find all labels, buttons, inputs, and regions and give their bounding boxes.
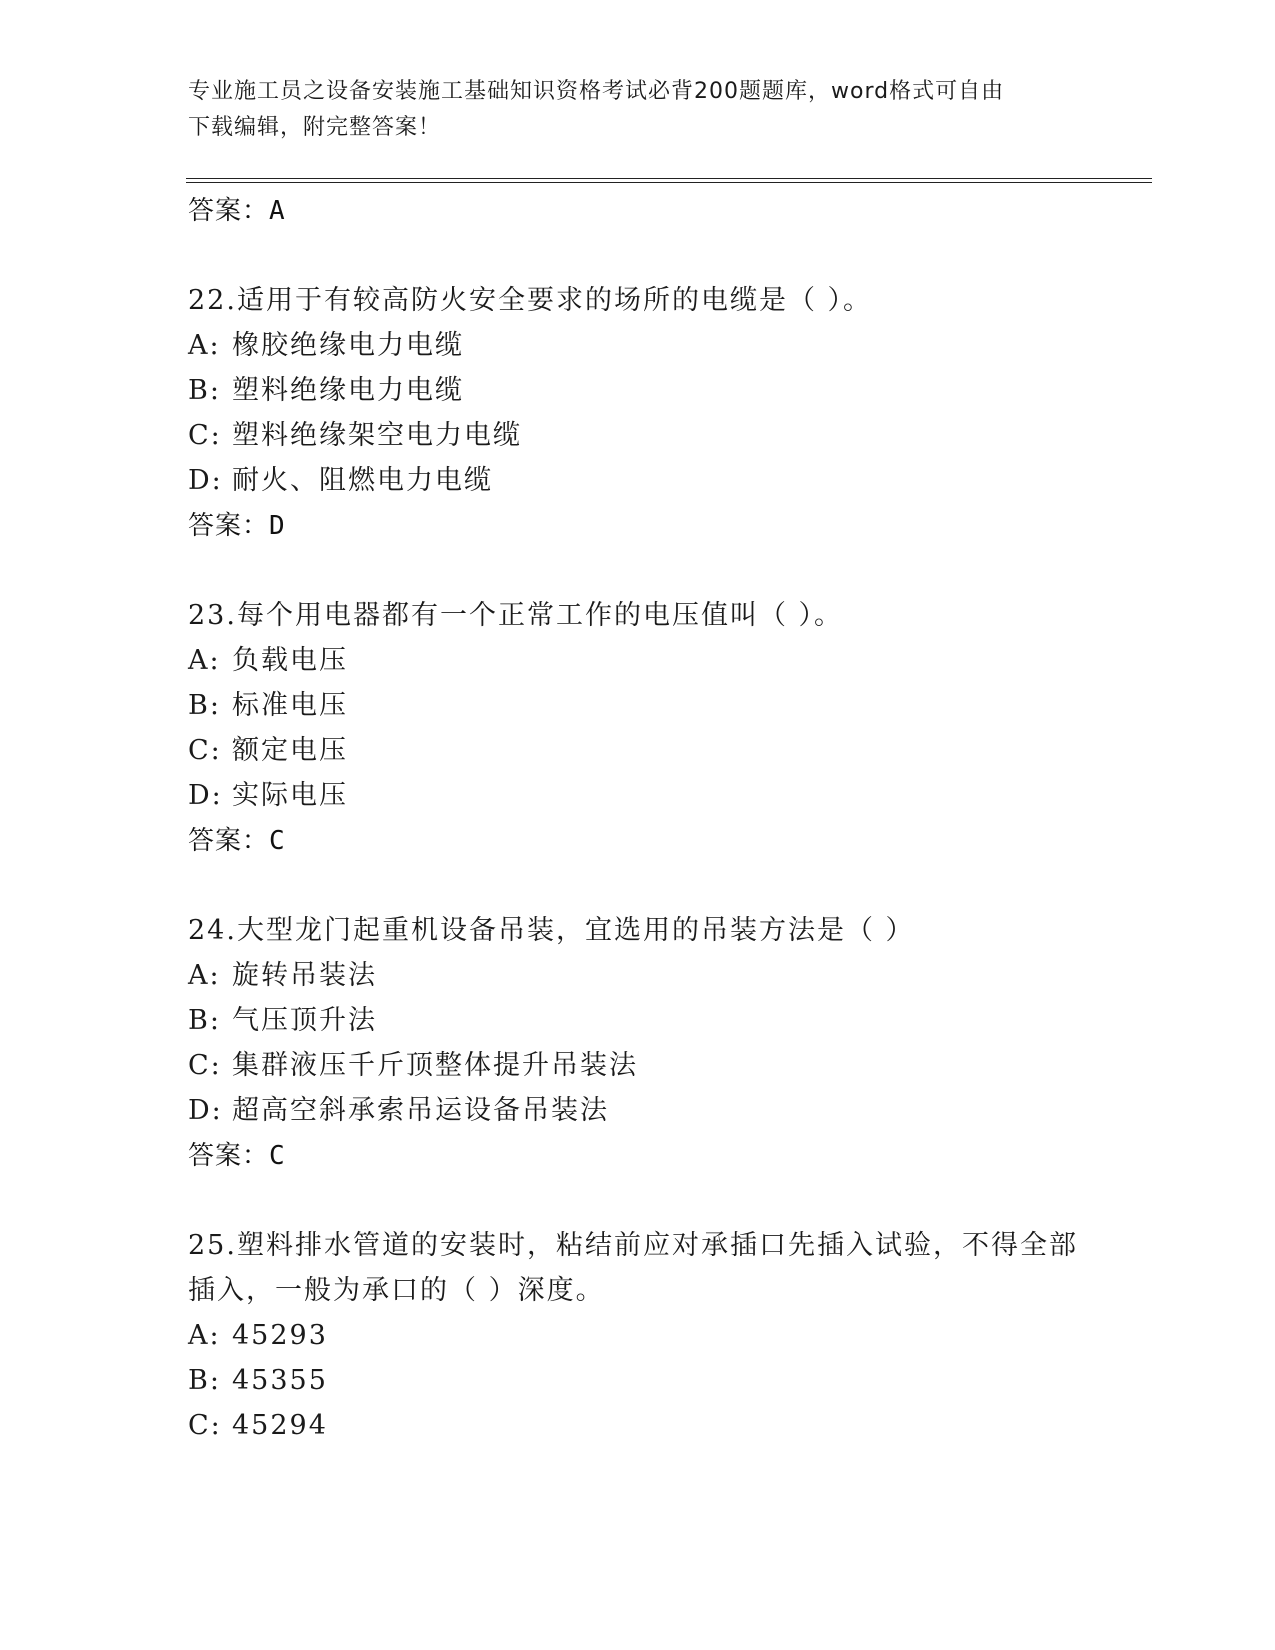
option-letter: A: bbox=[188, 645, 221, 676]
option-c bbox=[188, 413, 1088, 458]
option-b bbox=[188, 683, 1088, 728]
answer-line: 答案：A bbox=[188, 196, 286, 226]
option-letter: B: bbox=[188, 375, 221, 406]
option-text: 气压顶升法 bbox=[232, 1005, 377, 1036]
option-text: 超高空斜承索吊运设备吊装法 bbox=[232, 1095, 609, 1126]
option-letter: B: bbox=[188, 1365, 221, 1396]
question-25 bbox=[188, 1223, 1088, 1448]
answer-line: 答案：D bbox=[188, 511, 286, 541]
option-d bbox=[188, 773, 1088, 818]
option-a bbox=[188, 953, 1088, 998]
option-text: 耐火、阻燃电力电缆 bbox=[232, 465, 493, 496]
question-text: 23.每个用电器都有一个正常工作的电压值叫（ ）。 bbox=[188, 600, 844, 631]
option-b bbox=[188, 1358, 1088, 1403]
option-b bbox=[188, 368, 1088, 413]
option-letter: D: bbox=[188, 1095, 223, 1126]
option-c bbox=[188, 1403, 1088, 1448]
option-text: 旋转吊装法 bbox=[232, 960, 377, 991]
header-line-1: 专业施工员之设备安装施工基础知识资格考试必背200题题库，word格式可自由 bbox=[188, 79, 1005, 104]
option-letter: B: bbox=[188, 1005, 221, 1036]
option-text: 橡胶绝缘电力电缆 bbox=[232, 330, 464, 361]
header-divider bbox=[186, 178, 1152, 183]
option-text: 实际电压 bbox=[232, 780, 348, 811]
option-text: 45293 bbox=[232, 1320, 328, 1351]
option-c bbox=[188, 728, 1088, 773]
question-22 bbox=[188, 278, 1088, 549]
option-b bbox=[188, 998, 1088, 1043]
option-text: 塑料绝缘架空电力电缆 bbox=[232, 420, 522, 451]
option-letter: D: bbox=[188, 780, 223, 811]
header-line-2: 下载编辑，附完整答案！ bbox=[188, 115, 442, 140]
question-23 bbox=[188, 593, 1088, 864]
page-header bbox=[188, 74, 1088, 146]
option-letter: C: bbox=[188, 1410, 222, 1441]
option-a bbox=[188, 1313, 1088, 1358]
option-letter: A: bbox=[188, 330, 221, 361]
option-d bbox=[188, 1088, 1088, 1133]
option-letter: A: bbox=[188, 960, 221, 991]
document-body bbox=[188, 188, 1088, 1448]
option-letter: C: bbox=[188, 735, 222, 766]
option-d bbox=[188, 458, 1088, 503]
option-a bbox=[188, 323, 1088, 368]
option-text: 45294 bbox=[232, 1410, 328, 1441]
question-text-line-2: 插入，一般为承口的（ ）深度。 bbox=[188, 1275, 605, 1306]
option-letter: A: bbox=[188, 1320, 221, 1351]
option-text: 标准电压 bbox=[232, 690, 348, 721]
question-24 bbox=[188, 908, 1088, 1179]
option-text: 塑料绝缘电力电缆 bbox=[232, 375, 464, 406]
option-c bbox=[188, 1043, 1088, 1088]
question-text-line-1: 25.塑料排水管道的安装时，粘结前应对承插口先插入试验，不得全部 bbox=[188, 1230, 1078, 1261]
option-text: 集群液压千斤顶整体提升吊装法 bbox=[232, 1050, 638, 1081]
answer-line: 答案：C bbox=[188, 826, 286, 856]
option-text: 45355 bbox=[232, 1365, 328, 1396]
option-text: 额定电压 bbox=[232, 735, 348, 766]
option-letter: D: bbox=[188, 465, 223, 496]
question-text: 24.大型龙门起重机设备吊装，宜选用的吊装方法是（ ） bbox=[188, 915, 915, 946]
option-letter: B: bbox=[188, 690, 221, 721]
option-text: 负载电压 bbox=[232, 645, 348, 676]
option-a bbox=[188, 638, 1088, 683]
option-letter: C: bbox=[188, 1050, 222, 1081]
question-text: 22.适用于有较高防火安全要求的场所的电缆是（ ）。 bbox=[188, 285, 873, 316]
option-letter: C: bbox=[188, 420, 222, 451]
answer-line: 答案：C bbox=[188, 1141, 286, 1171]
